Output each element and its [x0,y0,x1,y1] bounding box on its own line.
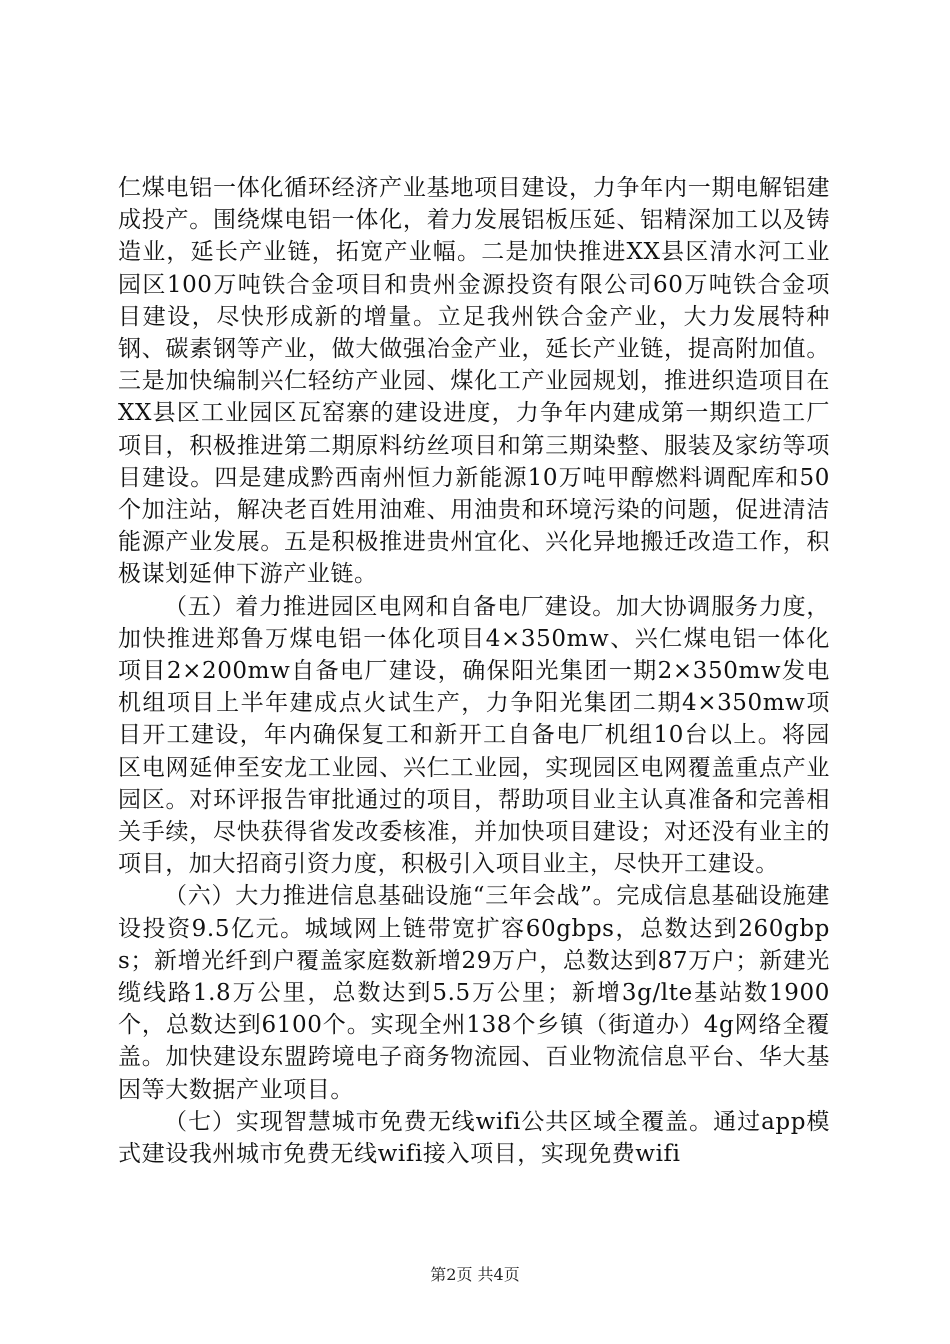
document-body [118,172,830,1170]
page-number-footer: 第2页 共4页 [430,1265,520,1284]
paragraph-section-5: （五）着力推进园区电网和自备电厂建设。加大协调服务力度，加快推进郑鲁万煤电铝一体化项目4×350mw、兴仁煤电铝一体化项目2×200mw自备电厂建设，确保阳光集团一期2×350mw发电机组项目上半年建成点火试生产，力争阳光集团二期4×350mw项目开工建设，年内确保复工和新开工自备电厂机组10台以上。将园区电网延伸至安龙工业园、兴仁工业园，实现园区电网覆盖重点产业园区。对环评报告审批通过的项目，帮助项目业主认真准备和完善相关手续，尽快获得省发改委核准，并加快项目建设；对还没有业主的项目，加大招商引资力度，积极引入项目业主，尽快开工建设。 [118,593,830,878]
paragraph-section-7: （七）实现智慧城市免费无线wifi公共区域全覆盖。通过app模式建设我州城市免费无线wifi接入项目，实现免费wifi [118,1108,830,1168]
paragraph-section-6: （六）大力推进信息基础设施“三年会战”。完成信息基础设施建设投资9.5亿元。城域网上链带宽扩容60gbps，总数达到260gbps；新增光纤到户覆盖家庭数新增29万户，总数达到87万户；新建光缆线路1.8万公里，总数达到5.5万公里；新增3g/lte基站数1900个，总数达到6100个。实现全州138个乡镇（街道办）4g网络全覆盖。加快建设东盟跨境电子商务物流园、百业物流信息平台、华大基因等大数据产业项目。 [118,883,830,1103]
paragraph-continuation: 仁煤电铝一体化循环经济产业基地项目建设，力争年内一期电解铝建成投产。围绕煤电铝一体化，着力发展铝板压延、铝精深加工以及铸造业，延长产业链，拓宽产业幅。二是加快推进XX县区清水河工业园区100万吨铁合金项目和贵州金源投资有限公司60万吨铁合金项目建设，尽快形成新的增量。立足我州铁合金产业，大力发展特种钢、碳素钢等产业，做大做强冶金产业，延长产业链，提高附加值。三是加快编制兴仁轻纺产业园、煤化工产业园规划，推进织造项目在XX县区工业园区瓦窑寨的建设进度，力争年内建成第一期织造工厂项目，积极推进第二期原料纺丝项目和第三期染整、服装及家纺等项目建设。四是建成黔西南州恒力新能源10万吨甲醇燃料调配库和50个加注站，解决老百姓用油难、用油贵和环境污染的问题，促进清洁能源产业发展。五是积极推进贵州宜化、兴化异地搬迁改造工作，积极谋划延伸下游产业链。 [118,175,830,588]
